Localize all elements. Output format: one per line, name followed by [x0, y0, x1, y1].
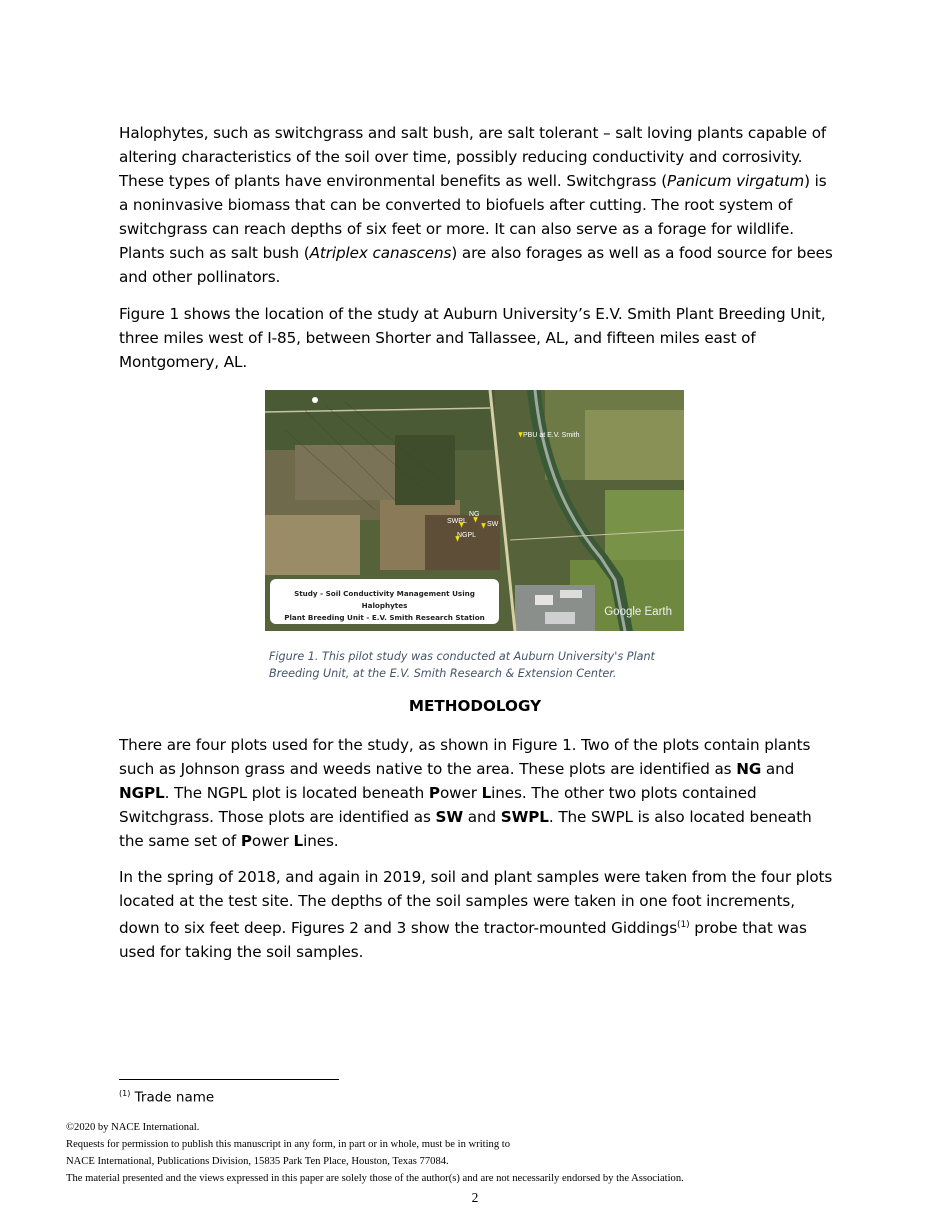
- text: ower: [439, 784, 482, 802]
- bold-text: L: [481, 784, 492, 802]
- copyright-line: The material presented and the views expressed in this paper are solely those of the author(s) and are not necessarily endorsed by the Association.: [66, 1173, 684, 1184]
- bold-text: P: [240, 832, 252, 850]
- text: ower: [251, 832, 294, 850]
- map-label-ngpl: NGPL: [457, 532, 477, 539]
- plots-paragraph: [119, 733, 835, 853]
- paragraph-text: ) are also forages as well as a food source for bees and other pollinators.: [119, 244, 833, 286]
- caption-line: Figure 1. This pilot study was conducted at Auburn University's Plant: [269, 650, 655, 663]
- text: . The SWPL is also located beneath the same set of: [119, 808, 812, 850]
- footnote-divider: [119, 1079, 339, 1080]
- section-heading: METHODOLOGY: [408, 697, 542, 715]
- map-label-sw: SW: [487, 521, 499, 528]
- bold-text: P: [428, 784, 440, 802]
- figure-caption: [269, 648, 689, 682]
- bold-text: SW: [435, 808, 464, 826]
- bold-text: L: [293, 832, 304, 850]
- map-label-swpl: SWPL: [447, 518, 467, 525]
- legend-line: Plant Breeding Unit - E.V. Smith Research Station: [284, 613, 485, 622]
- text: In the spring of 2018, and again in 2019, soil and plant samples were taken from the four plots located at the test site. The depths of the soil samples were taken in one foot increments, down to six feet deep. Figures 2 and 3 show the tractor-mounted Giddings: [119, 868, 833, 938]
- copyright-block: [66, 1119, 926, 1187]
- map-legend-box: [270, 579, 499, 624]
- copyright-line: NACE International, Publications Division, 15835 Park Ten Place, Houston, Texas 77084.: [66, 1156, 449, 1167]
- footnote: [119, 1089, 214, 1106]
- location-paragraph: Figure 1 shows the location of the study at Auburn University’s E.V. Smith Plant Breeding Unit, three miles west of I-85, between Shorter and Tallassee, AL, and fifteen miles east of Montgomery, AL.: [119, 305, 826, 371]
- paragraph-text: ) is a noninvasive biomass that can be converted to biofuels after cutting. The root system of switchgrass can reach depths of six feet or more. It can also serve as a forage for wildlife. Plants such as salt bush (: [119, 172, 827, 262]
- footnote-ref: (1): [677, 920, 690, 930]
- intro-paragraph: [119, 121, 835, 289]
- map-label-pbu: PBU at E.V. Smith: [523, 432, 580, 439]
- copyright-line: ©2020 by NACE International.: [66, 1122, 200, 1133]
- bold-text: SWPL: [500, 808, 549, 826]
- google-earth-watermark: Google Earth: [604, 606, 672, 618]
- species-name: Panicum virgatum: [667, 172, 805, 190]
- text: and: [463, 808, 501, 826]
- footnote-marker: (1): [119, 1089, 131, 1098]
- map-label-ng: NG: [469, 511, 480, 518]
- text: and: [761, 760, 795, 778]
- paragraph-text: Halophytes, such as switchgrass and salt bush, are salt tolerant – salt loving plants capable of altering characteristics of the soil over time, possibly reducing conductivity and corrosivity. These types of plants have environmental benefits as well. Switchgrass (: [119, 124, 827, 190]
- species-name: Atriplex canascens: [309, 244, 452, 262]
- bold-text: NGPL: [119, 784, 165, 802]
- text: ines. The other two plots contained Switchgrass. Those plots are identified as: [119, 784, 757, 826]
- bold-text: NG: [736, 760, 762, 778]
- footnote-text: Trade name: [130, 1089, 215, 1106]
- copyright-line: Requests for permission to publish this manuscript in any form, in part or in whole, must be in writing to: [66, 1139, 511, 1150]
- text: ines.: [303, 832, 339, 850]
- sampling-paragraph: [119, 865, 835, 964]
- text: probe that was used for taking the soil samples.: [119, 919, 807, 962]
- text: There are four plots used for the study, as shown in Figure 1. Two of the plots contain plants such as Johnson grass and weeds native to the area. These plots are identified as: [119, 736, 811, 778]
- caption-line: Breeding Unit, at the E.V. Smith Research & Extension Center.: [269, 667, 617, 680]
- legend-line: Study - Soil Conductivity Management Using Halophytes: [294, 589, 475, 610]
- page-number: 2: [471, 1190, 479, 1205]
- study-site-aerial-map: [265, 390, 684, 631]
- text: . The NGPL plot is located beneath: [164, 784, 429, 802]
